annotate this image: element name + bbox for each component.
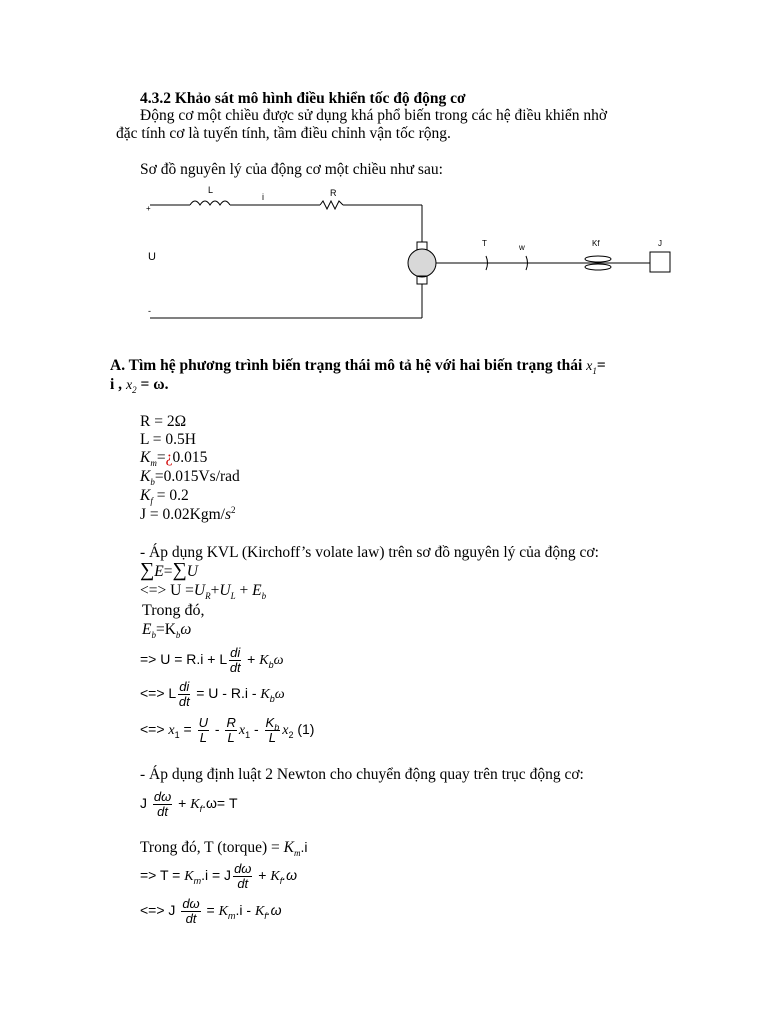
newton-equation: J $\frac{d\omega}{dt}$ + $K_f.\omega= T$ <box>140 789 238 819</box>
motor-symbol <box>408 249 436 277</box>
kvl-equation-3: <=> $x_1$ = $\frac{U}{L}$ - $\frac{R}{L}$ $x_1$ - $\frac{K_b}{L}$ $x_2$ (1) <box>140 715 315 745</box>
kvl-equation-1: => U = R.i + L $\frac{di}{dt}$ + $K_b\omega$ <box>140 645 284 675</box>
newton-torque-definition: Trong đó, T (torque) = $K_m.i$ <box>140 839 308 859</box>
inertia-load <box>650 252 670 272</box>
motor-circuit-diagram <box>140 180 680 325</box>
label-plus: + <box>146 204 151 213</box>
section-a-title-line-2: i , $x_2 = \omega$. <box>110 376 169 395</box>
label-Kf: Kf <box>592 239 600 248</box>
newton-intro: - Áp dụng định luật 2 Newton cho chuyển động quay trên trục động cơ: <box>140 766 584 783</box>
inductor-coil <box>190 201 230 205</box>
param-Kf: $K_f = 0.2$ <box>140 487 189 507</box>
label-minus: - <box>148 306 151 316</box>
intro-line-2: đặc tính cơ là tuyến tính, tầm điều chỉnh vận tốc rộng. <box>116 125 451 142</box>
label-L: L <box>208 185 214 195</box>
section-a-title-line-1: A. Tìm hệ phương trình biến trạng thái mô tả hệ với hai biến trạng thái $x_1=$ <box>110 357 606 376</box>
label-U: U <box>148 251 156 263</box>
param-L: L = 0.5H <box>140 431 196 448</box>
param-R: R = 2Ω <box>140 413 187 430</box>
kvl-voltage-sum: <=> $U =U_R+U_L + E_b$ <box>140 582 267 602</box>
newton-equation-2: => $T = K_m.i = J$ $\frac{d\omega}{dt}$ + $K_f.\omega$ <box>140 861 298 891</box>
kvl-trong-do: Trong đó, <box>142 602 205 619</box>
section-heading: 4.3.2 Khảo sát mô hình điều khiển tốc độ động cơ <box>140 90 466 107</box>
label-T: T <box>482 239 487 248</box>
diagram-caption: Sơ đồ nguyên lý của động cơ một chiều như sau: <box>140 161 443 178</box>
label-R: R <box>330 188 337 198</box>
label-J: J <box>658 239 662 248</box>
param-J: $J = 0.02Kgm/s^2$ <box>140 504 236 523</box>
kvl-intro: - Áp dụng KVL (Kirchoff’s volate law) trên sơ đồ nguyên lý của động cơ: <box>140 544 599 561</box>
label-w: w <box>519 243 525 252</box>
label-i: i <box>262 192 264 202</box>
kvl-equation-2: <=> L $\frac{di}{dt}$ = U - $R.i - K_b\omega$ <box>140 679 285 709</box>
param-Kb: $K_b=0.015Vs$/rad <box>140 468 240 488</box>
param-Km: $K_m=¿0.015$ <box>140 449 208 469</box>
friction-coupling <box>585 256 611 262</box>
kvl-sum-equation: ∑E=∑U <box>140 559 198 581</box>
intro-line-1: Động cơ một chiều được sử dụng khá phổ biến trong các hệ điều khiển nhờ <box>140 107 608 124</box>
resistor <box>320 201 343 209</box>
kvl-back-emf: $E_b=K_b\omega$ <box>142 621 192 641</box>
newton-equation-3: <=> J $\frac{d\omega}{dt}$ = $K_m.i - K_f.\omega$ <box>140 896 282 926</box>
